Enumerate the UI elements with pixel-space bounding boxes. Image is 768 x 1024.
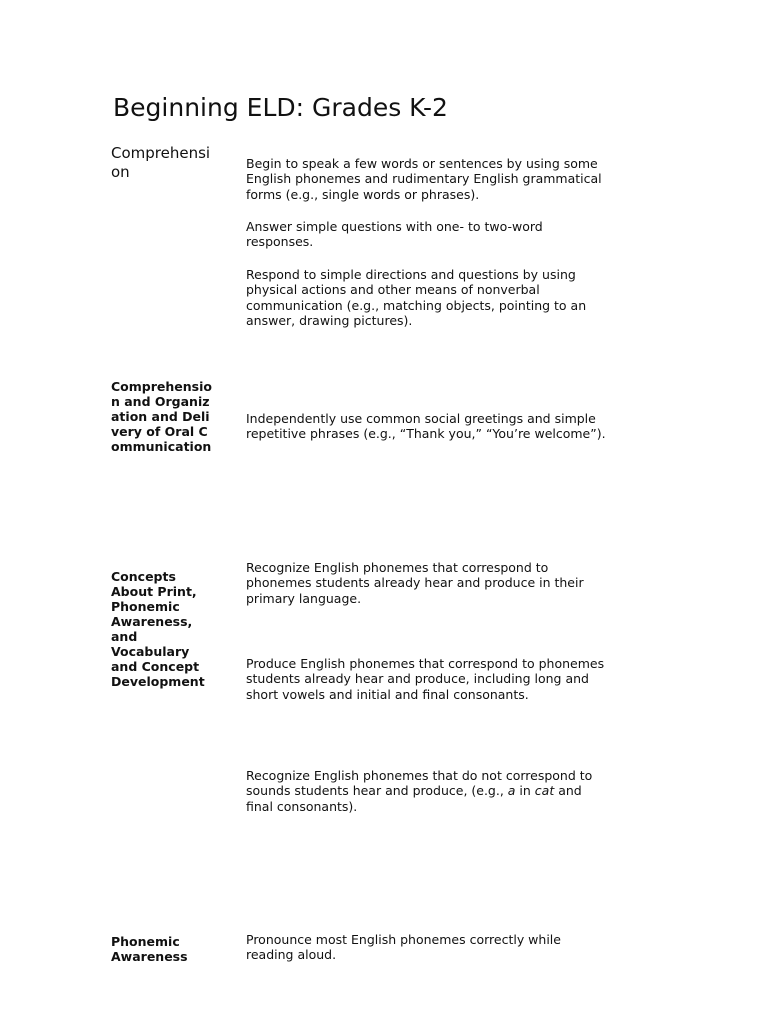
paragraph-pronounce-phonemes: Pronounce most English phonemes correctly while reading aloud. xyxy=(246,932,561,963)
text-run: Recognize English phonemes that do not correspond to sounds students hear and produce, (e.g., xyxy=(246,768,593,799)
paragraph-produce-phonemes: Produce English phonemes that correspond to phonemes students already hear and produce, including long and short vowels and initial and final consonants. xyxy=(246,656,605,702)
text-run: in xyxy=(515,783,535,799)
paragraph-recognize-corresponding-phonemes: Recognize English phonemes that correspond to phonemes students already hear and produce in their primary language. xyxy=(246,560,584,606)
page-title: Beginning ELD: Grades K-2 xyxy=(113,93,448,122)
paragraph-recognize-noncorresponding-phonemes xyxy=(246,768,606,814)
section-label-phonemic-awareness: Phonemic Awareness xyxy=(111,934,188,964)
section-label-oral-communication: Comprehension and Organization and Delivery of Oral Communication xyxy=(111,379,212,454)
paragraph-social-greetings: Independently use common social greetings and simple repetitive phrases (e.g., “Thank you,” “You’re welcome”). xyxy=(246,411,606,442)
paragraph-respond-directions: Respond to simple directions and questions by using physical actions and other means of nonverbal communication (e.g., matching objects, pointing to an answer, drawing pictures). xyxy=(246,267,587,328)
section-label-concepts-about-print: Concepts About Print, Phonemic Awareness, and Vocabulary and Concept Development xyxy=(111,569,205,689)
paragraph-answer-simple-questions: Answer simple questions with one- to two-word responses. xyxy=(246,219,543,250)
example-letter: a xyxy=(507,783,516,799)
section-label-comprehension: Comprehension xyxy=(111,144,211,181)
paragraph-speak-few-words: Begin to speak a few words or sentences by using some English phonemes and rudimentary English grammatical forms (e.g., single words or phrases). xyxy=(246,156,602,202)
text-run: and final consonants). xyxy=(246,783,582,814)
example-word: cat xyxy=(534,783,555,799)
